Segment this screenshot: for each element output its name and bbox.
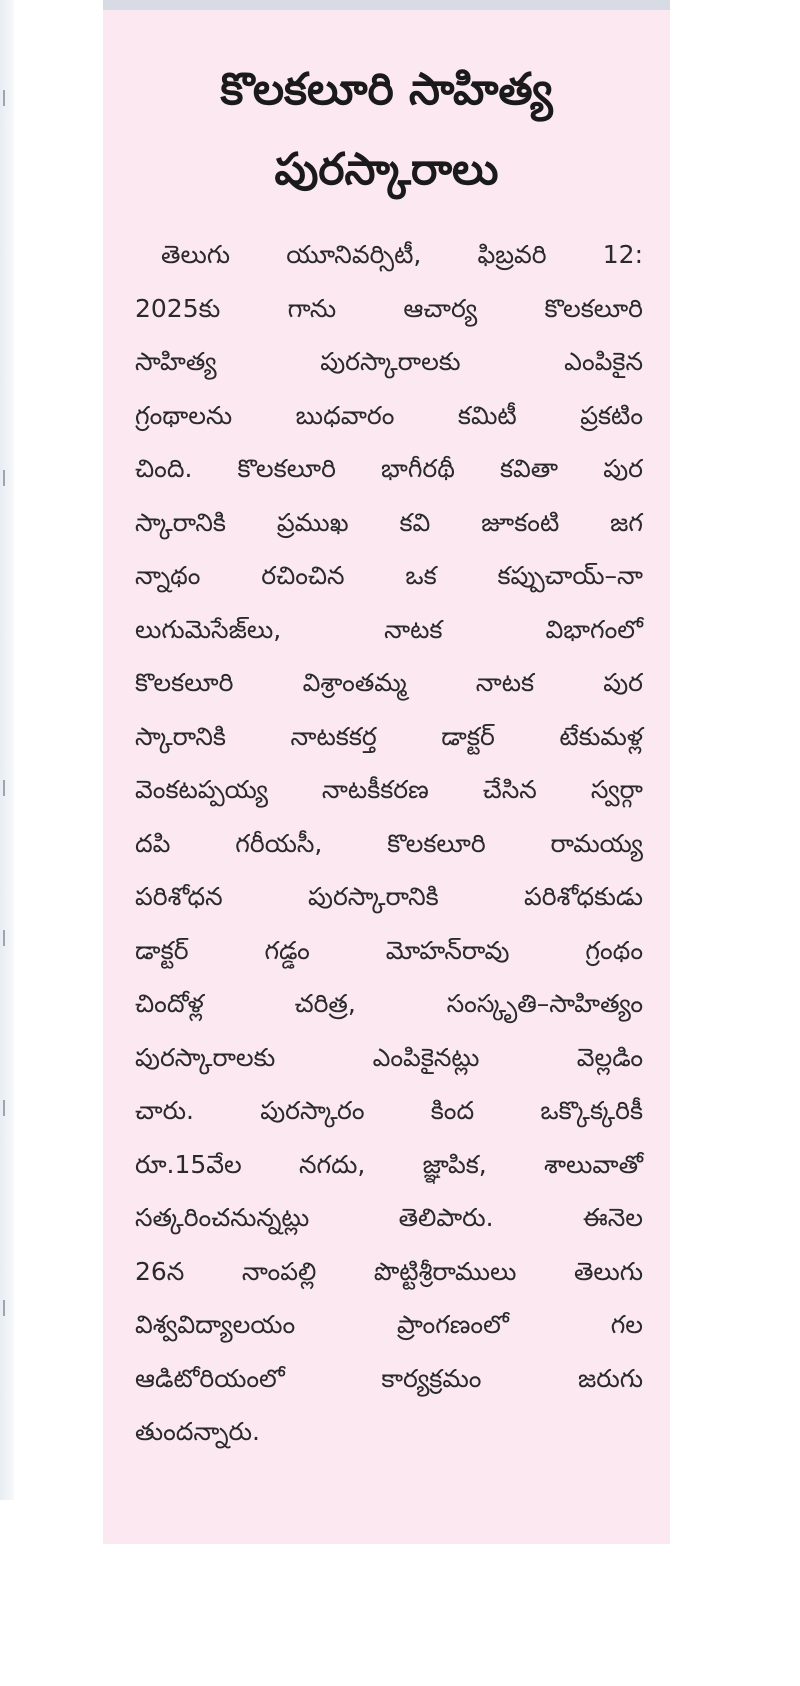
article-line: వెంకటప్పయ్య నాటకీకరణ చేసిన స్వర్గా <box>135 775 643 804</box>
left-edge-strip <box>0 0 14 1500</box>
article-line: పరిశోధన పురస్కారానికి పరిశోధకుడు <box>135 882 643 911</box>
article-line: పురస్కారాలకు ఎంపికైనట్లు వెల్లడిం <box>135 1042 643 1072</box>
scan-top-shade <box>103 0 670 10</box>
article-line: చిందోళ్ల చరిత్ర, సంస్కృతి–సాహిత్యం <box>135 989 643 1018</box>
edge-mark <box>3 930 5 946</box>
article-line: చింది. కొలకలూరి భాగీరథీ కవితా పుర <box>135 454 643 483</box>
headline <box>103 10 670 210</box>
article-line: దపి గరీయసీ, కొలకలూరి రామయ్య <box>135 828 643 858</box>
article-line: ఆడిటోరియంలో కార్యక్రమం జరుగు <box>135 1363 643 1393</box>
article-line: తెలుగు యూనివర్సిటీ, ఫిబ్రవరి 12: <box>161 240 643 269</box>
article-line: సత్కరించనున్నట్లు తెలిపారు. ఈనెల <box>135 1203 643 1232</box>
article-line: డాక్టర్ గడ్డం మోహన్‌రావు గ్రంథం <box>135 935 643 965</box>
article-line: 2025కు గాను ఆచార్య కొలకలూరి <box>135 293 643 323</box>
article-line: రూ.15వేల నగదు, జ్ఞాపిక, శాలువాతో <box>135 1149 643 1179</box>
article-line: తుందన్నారు. <box>135 1417 260 1446</box>
article-line: గ్రంథాలను బుధవారం కమిటీ ప్రకటిం <box>135 400 643 430</box>
article-line: విశ్వవిద్యాలయం ప్రాంగణంలో గల <box>135 1310 643 1339</box>
headline-line-1: కొలకలూరి సాహిత్య <box>220 64 553 115</box>
edge-mark <box>3 470 5 486</box>
edge-mark <box>3 90 5 106</box>
article-line: కొలకలూరి విశ్రాంతమ్మ నాటక పుర <box>135 668 643 697</box>
article-line: లుగుమెసేజ్‌లు, నాటక విభాగంలో <box>135 614 643 644</box>
article-line: న్నాథం రచించిన ఒక కప్పుచాయ్–నా <box>135 561 643 590</box>
newspaper-clipping <box>103 10 670 1544</box>
article-line: సాహిత్య పురస్కారాలకు ఎంపికైన <box>135 347 643 376</box>
article-line: స్కారానికి నాటకకర్త డాక్టర్ టేకుమళ్ల <box>135 721 643 751</box>
article-line: చారు. పురస్కారం కింద ఒక్కొక్కరికీ <box>135 1096 643 1125</box>
edge-mark <box>3 1300 5 1316</box>
edge-mark <box>3 780 5 796</box>
article-line: 26న నాంపల్లి పొట్టిశ్రీరాములు తెలుగు <box>135 1256 643 1286</box>
article-line: స్కారానికి ప్రముఖ కవి జూకంటి జగ <box>135 507 643 537</box>
headline-line-2: పురస్కారాలు <box>274 144 499 195</box>
edge-mark <box>3 1100 5 1116</box>
article-body <box>135 228 643 1459</box>
